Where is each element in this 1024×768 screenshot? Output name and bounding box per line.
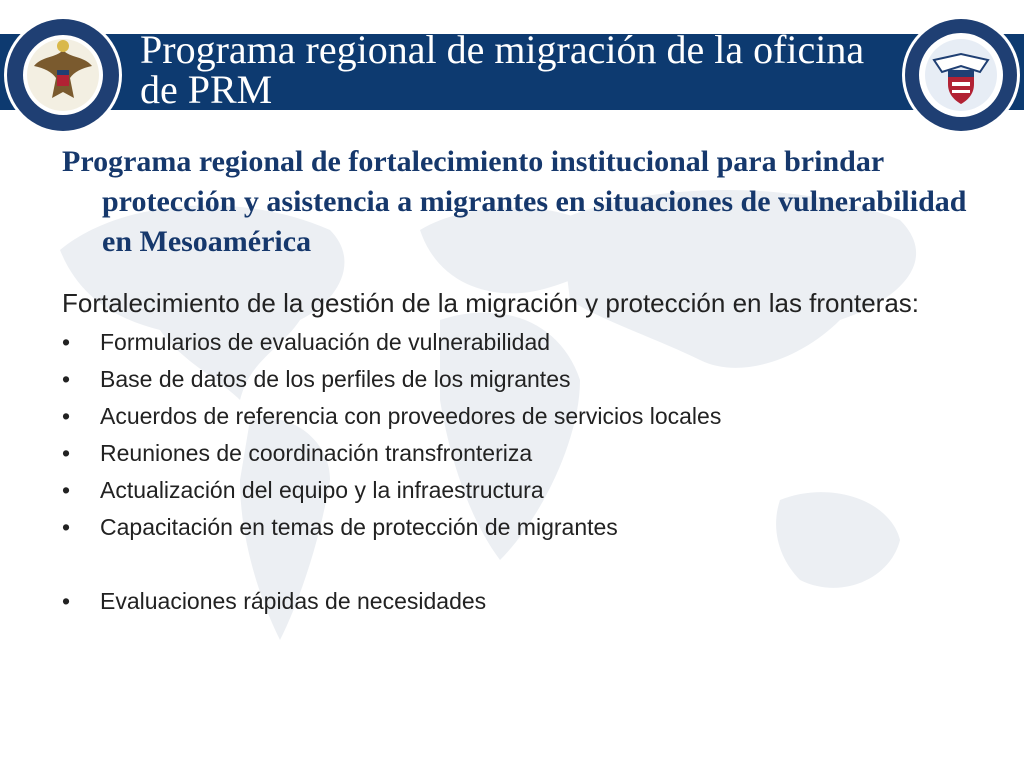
bullet-glyph: • [62, 403, 71, 429]
section-heading: Fortalecimiento de la gestión de la migración y protección en las fronteras: [62, 288, 919, 318]
bullet-text: Reuniones de coordinación transfronteriza [100, 440, 533, 466]
bullet-glyph: • [62, 329, 71, 355]
list-item [62, 583, 982, 620]
list-item [62, 472, 982, 509]
bullet-glyph: • [62, 366, 71, 392]
bullet-text: Acuerdos de referencia con proveedores de servicios locales [100, 403, 722, 429]
list-item [62, 324, 982, 361]
list-item [62, 435, 982, 472]
bullet-text: Capacitación en temas de protección de migrantes [100, 514, 618, 540]
bullet-glyph: • [62, 514, 71, 540]
bullet-list [62, 324, 982, 620]
homeland-security-seal-icon [900, 14, 1022, 136]
bullet-text: Actualización del equipo y la infraestructura [100, 477, 544, 503]
slide-title: Programa regional de migración de la oficina de PRM [140, 30, 865, 112]
slide-subtitle: Programa regional de fortalecimiento institucional para brindar protección y asistencia a migrantes en situaciones de vulnerabilidad en Mesoamérica [62, 145, 967, 258]
department-of-state-seal-icon [2, 14, 124, 136]
bullet-text: Base de datos de los perfiles de los migrantes [100, 366, 571, 392]
list-item [62, 509, 982, 546]
bullet-glyph: • [62, 588, 71, 614]
list-item [62, 398, 982, 435]
bullet-text: Formularios de evaluación de vulnerabilidad [100, 329, 551, 355]
slide-content [62, 142, 982, 620]
bullet-glyph: • [62, 477, 71, 503]
list-item [62, 361, 982, 398]
bullet-glyph: • [62, 440, 71, 466]
bullet-text: Evaluaciones rápidas de necesidades [100, 588, 487, 614]
